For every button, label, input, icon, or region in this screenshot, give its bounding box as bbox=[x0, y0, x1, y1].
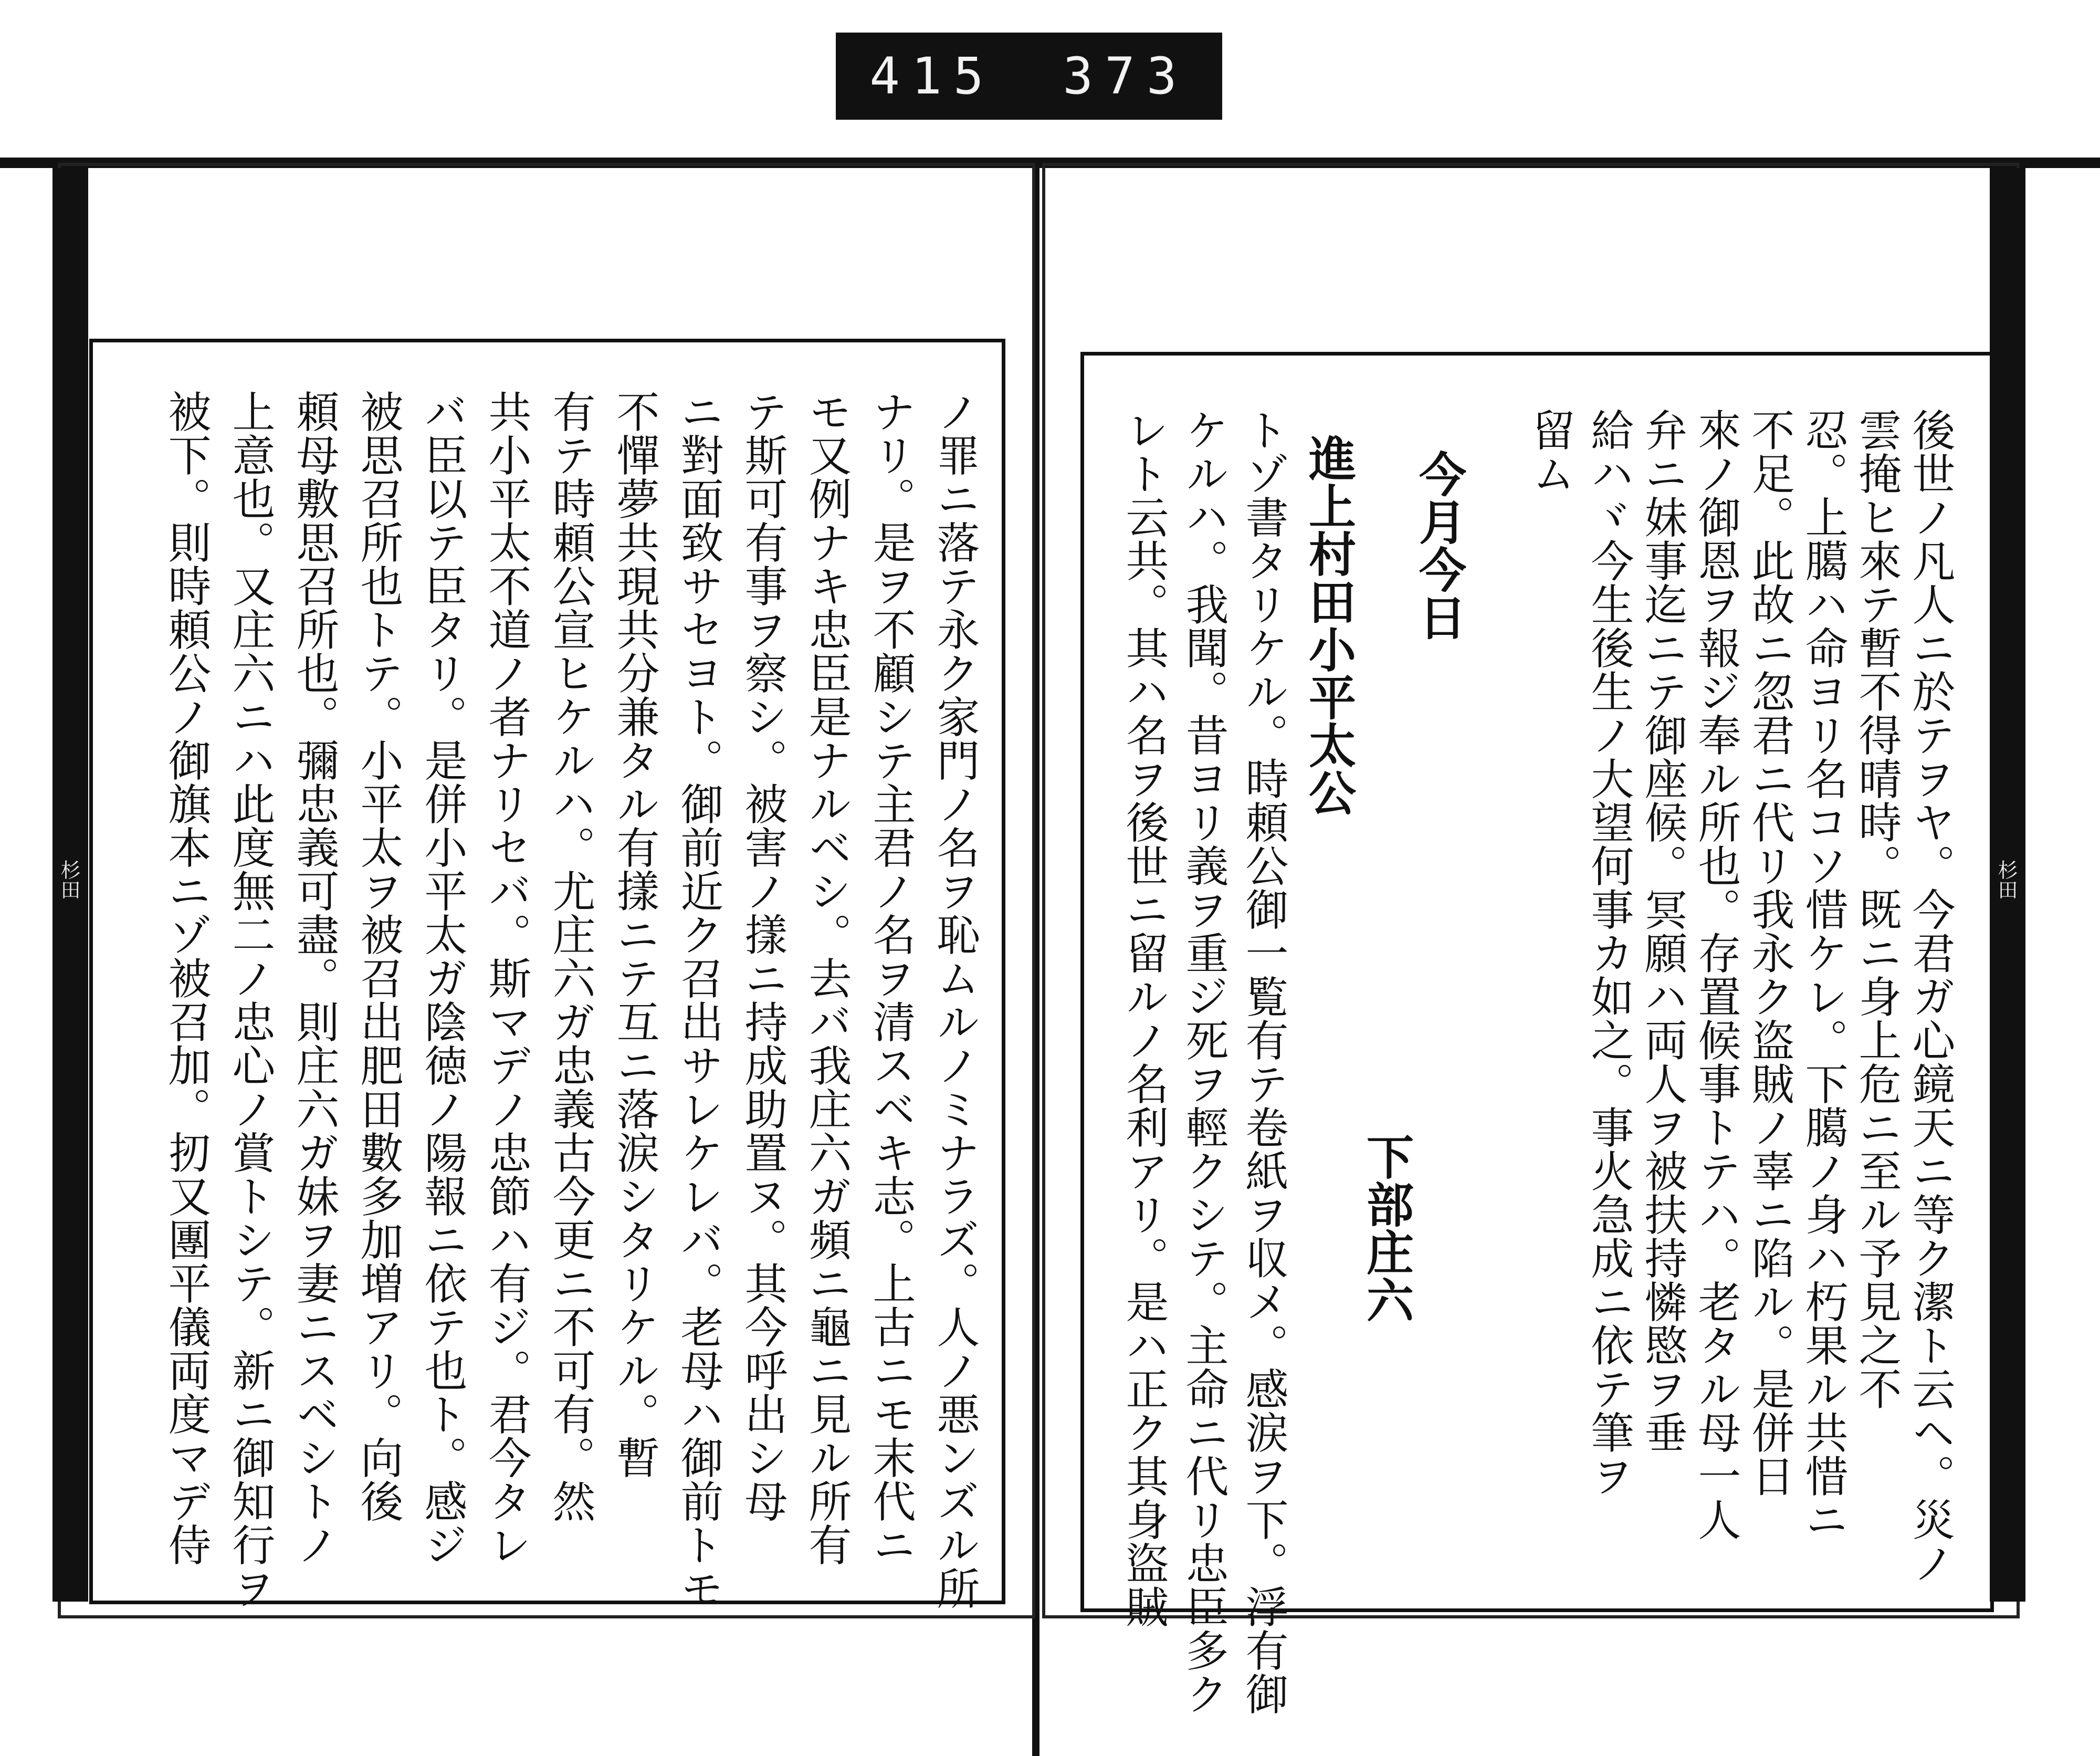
left-edge-strip bbox=[52, 168, 88, 1602]
right-col-7: 給ハヾ今生後生ノ大望何事カ如之。事火急成ニ依テ筆ヲ bbox=[1584, 408, 1634, 1498]
right-page-text-frame bbox=[1080, 352, 1994, 1716]
catalog-number-left: 415 bbox=[869, 47, 995, 106]
left-col-11: 頼母敷思召所也。彌忠義可盡。則庄六ガ妹ヲ妻ニスベシトノ bbox=[289, 390, 339, 1566]
right-col-signature: 下部庄六 bbox=[1358, 1133, 1414, 1324]
right-col-1: 後世ノ凡人ニ於テヲヤ。今君ガ心鏡天ニ等ク潔ト云ヘ。災ノ bbox=[1905, 408, 1955, 1585]
left-col-7: 有テ時頼公宣ヒケルハ。尤庄六ガ忠義古今更ニ不可有。然 bbox=[545, 390, 595, 1523]
right-edge-label: 杉田 bbox=[1990, 855, 2023, 904]
right-col-9: トゾ書タリケル。時頼公御一覧有テ卷紙ヲ収メ。感涙ヲ下。浮有御 bbox=[1238, 408, 1288, 1716]
right-col-addressee: 進上村田小平太公 bbox=[1300, 434, 1356, 817]
right-col-8: 留ム bbox=[1525, 408, 1575, 495]
left-col-8: 共小平太不道ノ者ナリセバ。斯マデノ忠節ハ有ジ。君今タレ bbox=[481, 390, 531, 1566]
right-col-3: 忍。上臈ハ命ヨリ名コソ惜ケレ。下臈ノ身ハ朽果ル共惜ニ bbox=[1798, 408, 1848, 1541]
right-col-4: 不足。此故ニ忽君ニ代リ我永ク盗賊ノ辜ニ陷ル。是併日 bbox=[1745, 408, 1794, 1498]
left-col-6: 不憚夢共現共分兼タル有㨾ニテ互ニ落涙シタリケル。暫 bbox=[610, 390, 659, 1479]
catalog-number-right: 373 bbox=[1063, 47, 1189, 106]
left-col-4: テ斯可有事ヲ察シ。被害ノ㨾ニ持成助置ヌ。其今呼出シ母 bbox=[738, 390, 788, 1523]
right-edge-strip bbox=[1990, 168, 2025, 1602]
left-col-1: ノ罪ニ落テ永ク家門ノ名ヲ恥ムルノミナラズ。人ノ悪ンズル所 bbox=[930, 390, 980, 1610]
left-col-5: ニ對面致サセヨト。御前近ク召出サレケレバ。老母ハ御前トモ bbox=[674, 390, 723, 1610]
right-col-5: 來ノ御恩ヲ報ジ奉ル所也。存置候事トテハ。老タル母一人 bbox=[1691, 408, 1741, 1541]
left-col-10: 被思召所也トテ。小平太ヲ被召出肥田數多加増アリ。向後 bbox=[353, 390, 403, 1523]
left-col-13: 被下。則時頼公ノ御旗本ニゾ被召加。扨又團平儀両度マデ侍 bbox=[161, 390, 211, 1566]
right-col-date: 今月今日 bbox=[1411, 450, 1466, 641]
left-col-12: 上意也。又庄六ニハ此度無二ノ忠心ノ賞トシテ。新ニ御知行ヲ bbox=[225, 390, 275, 1610]
right-col-6: 弁ニ妹事迄ニテ御座候。冥願ハ両人ヲ被扶持憐愍ヲ垂 bbox=[1637, 408, 1687, 1454]
right-col-10: ケルハ。我聞。昔ヨリ義ヲ重ジ死ヲ輕クシテ。主命ニ代リ忠臣多ク bbox=[1179, 408, 1228, 1716]
left-col-2: ナリ。是ヲ不顧シテ主君ノ名ヲ清スベキ志。上古ニモ末代ニ bbox=[866, 390, 916, 1566]
left-col-3: モ又例ナキ忠臣是ナルベシ。去バ我庄六ガ頻ニ龜ニ見ル所有 bbox=[802, 390, 852, 1566]
left-col-9: バ臣以テ臣タリ。是併小平太ガ陰徳ノ陽報ニ依テ也ト。感ジ bbox=[417, 390, 467, 1566]
left-page-text-frame bbox=[89, 339, 1005, 1610]
left-edge-label: 杉田 bbox=[52, 855, 86, 904]
right-col-2: 雲掩ヒ來テ暫不得晴時。既ニ身上危ニ至ル予見之不 bbox=[1852, 408, 1902, 1410]
catalog-label bbox=[836, 33, 1222, 120]
right-col-11: レト云共。其ハ名ヲ後世ニ留ルノ名利アリ。是ハ正ク其身盜賊 bbox=[1119, 408, 1169, 1628]
